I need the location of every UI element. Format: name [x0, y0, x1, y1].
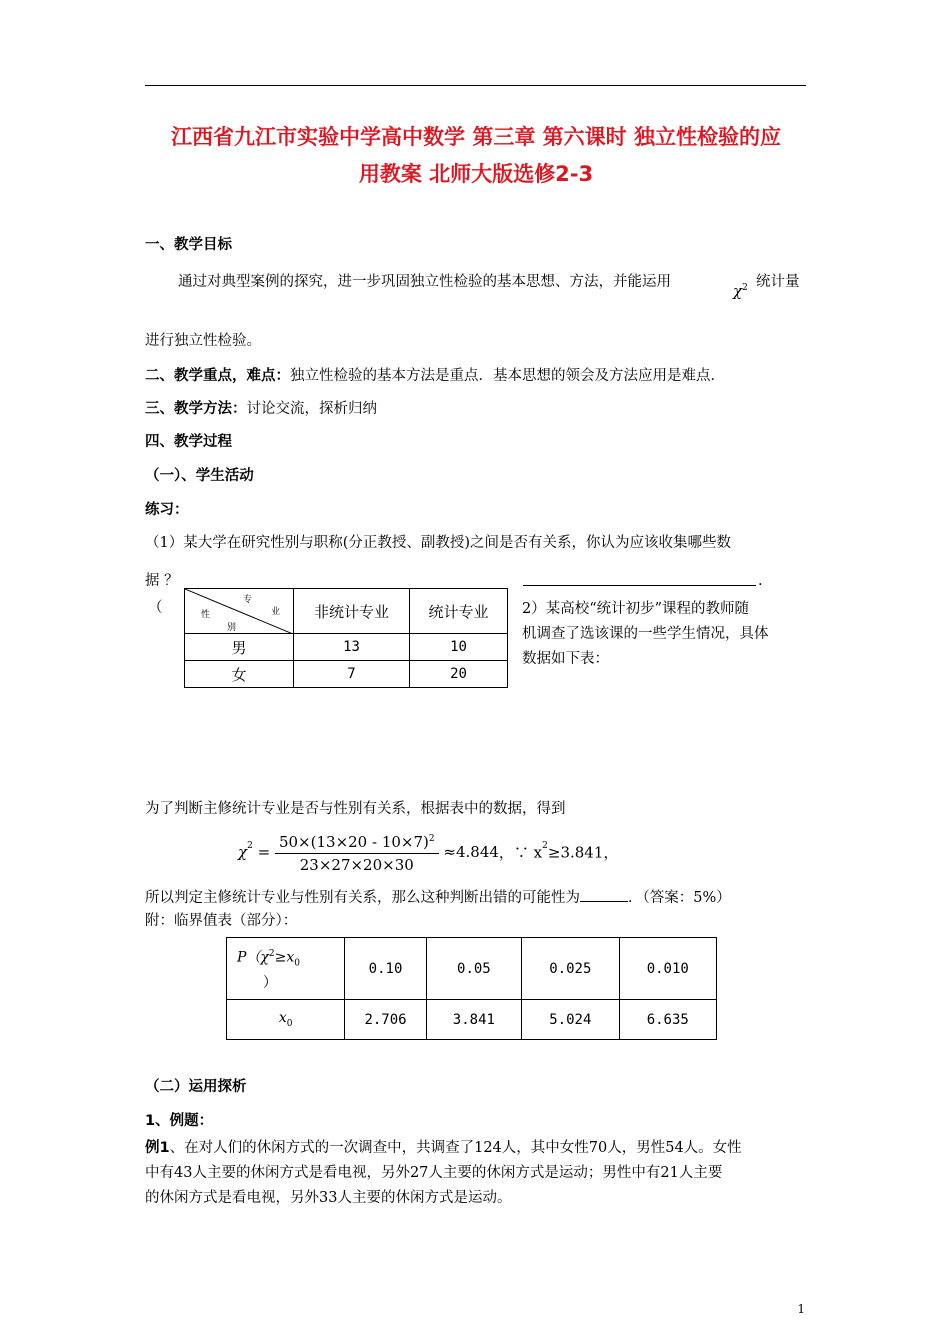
answer-blank-2[interactable]	[580, 887, 628, 902]
goals-text-a: 通过对典型案例的探究，进一步巩固独立性检验的基本思想、方法，并能运用	[178, 274, 671, 290]
col-header-stat: 统计专业	[410, 589, 508, 634]
analysis-conclusion: 所以判定主修统计专业与性别有关系，那么这种判断出错的可能性为 ．（答案：5%）	[145, 887, 731, 909]
chi-symbol: χ	[238, 843, 248, 861]
formula-numerator: 50×(13×20 - 10×7)	[278, 833, 429, 851]
answer-period: .	[758, 573, 763, 589]
examples-heading: 1、例题：	[145, 1113, 214, 1129]
p-value: 0.025	[522, 938, 619, 1000]
gender-major-table	[184, 588, 508, 688]
critical-value: 3.841	[426, 1000, 522, 1040]
doc-title-line1: 江西省九江市实验中学高中数学 第三章 第六课时 独立性检验的应	[171, 125, 781, 149]
doc-title-line2: 用教案 北师大版选修2-3	[358, 162, 594, 186]
row-label: 男	[185, 634, 294, 661]
p-value: 0.010	[619, 938, 716, 1000]
formula-fraction: $\frac{50\times(13\times 20 - 10\times 7)^2}{23\times 27\times 20\times 30}$	[275, 828, 439, 876]
corner-label-left: 性	[201, 610, 211, 620]
analysis-intro: 为了判断主修统计专业是否与性别有关系，根据表中的数据，得到	[145, 801, 566, 817]
section-heading-methods: 三、教学方法：	[145, 401, 247, 417]
critical-value: 2.706	[345, 1000, 426, 1040]
p-value: 0.10	[345, 938, 426, 1000]
critical-value: 5.024	[522, 1000, 619, 1040]
example1-line2: 中有43人主要的休闲方式是看电视，另外27人主要的休闲方式是运动；男性中有21人主要	[145, 1165, 723, 1181]
application-heading: （二）运用探析	[145, 1079, 247, 1095]
page-number: 1	[797, 1302, 805, 1316]
methods-text: 讨论交流，探析归纳	[246, 401, 377, 417]
keypoints-text: 独立性检验的基本方法是重点．基本思想的领会及方法应用是难点．	[290, 368, 725, 384]
header-rule	[145, 85, 806, 86]
question2-line3: 数据如下表：	[522, 651, 609, 667]
corner-label-top: 专	[243, 595, 253, 605]
section-heading-keypoints: 二、教学重点，难点：	[145, 368, 290, 384]
student-activity-heading: （一）、学生活动	[145, 468, 254, 484]
goals-text-c: 进行独立性检验。	[145, 333, 261, 349]
equals-sign: =	[257, 843, 271, 861]
col-header-nonstat: 非统计专业	[294, 589, 410, 634]
section-methods	[145, 398, 377, 420]
table-row	[185, 661, 508, 688]
corner-label-right: 业	[271, 607, 281, 617]
table-row	[185, 634, 508, 661]
answer-blank-1[interactable]	[523, 569, 756, 586]
cell-value: 20	[410, 661, 508, 688]
section-heading-process: 四、教学过程	[145, 434, 232, 450]
critical-value: 6.635	[619, 1000, 716, 1040]
chi-square-formula: $\chi^2$ = $\frac{50\times(13\times 20 - 10\times 7)^2}{23\times 27\times 20\times 30}$ ≈4.844，∵ $x^2\ge 3.841$，	[238, 828, 618, 876]
section-heading-goals: 一、教学目标	[145, 237, 232, 253]
table-corner-cell	[185, 589, 294, 634]
example1-line1: 例1、在对人们的休闲方式的一次调查中，共调查了124人，其中女性70人，男性54人。女性	[145, 1140, 742, 1156]
goals-text-b: 统计量	[756, 274, 800, 290]
critical-compare: ≥3.841，	[547, 843, 619, 862]
question1-line1: （1）某大学在研究性别与职称(分正教授、副教授)之间是否有关系，你认为应该收集哪些数	[145, 535, 732, 551]
cell-value: 10	[410, 634, 508, 661]
chi-symbol: $\chi^2$	[733, 282, 748, 300]
practice-label: 练习：	[145, 502, 189, 518]
critical-value-table	[226, 937, 717, 1040]
formula-denominator: 23×27×20×30	[299, 856, 414, 874]
appendix-label: 附：临界值表（部分）：	[145, 913, 298, 929]
formula-approx: ≈4.844	[443, 843, 499, 861]
p-header-cell: $P(\chi^2\ge x_0$ ）	[227, 938, 345, 1000]
p-value: 0.05	[426, 938, 522, 1000]
example1-label: 例1	[145, 1140, 170, 1156]
cell-value: 7	[294, 661, 410, 688]
cell-value: 13	[294, 634, 410, 661]
row-label: 女	[185, 661, 294, 688]
question1-line2: 据 ？	[145, 573, 179, 589]
because-text: ，∵ x	[498, 843, 543, 862]
question2-open-paren: （	[148, 600, 163, 616]
corner-label-bottom: 别	[227, 623, 237, 633]
x0-header-cell: $x_0$	[227, 1000, 345, 1040]
example1-line3: 的休闲方式是看电视，另外33人主要的休闲方式是运动。	[145, 1190, 512, 1206]
question2-line1: 2）某高校“统计初步”课程的教师随	[522, 601, 750, 617]
section-keypoints	[145, 365, 725, 387]
question2-line2: 机调查了选该课的一些学生情况，具体	[522, 626, 769, 642]
